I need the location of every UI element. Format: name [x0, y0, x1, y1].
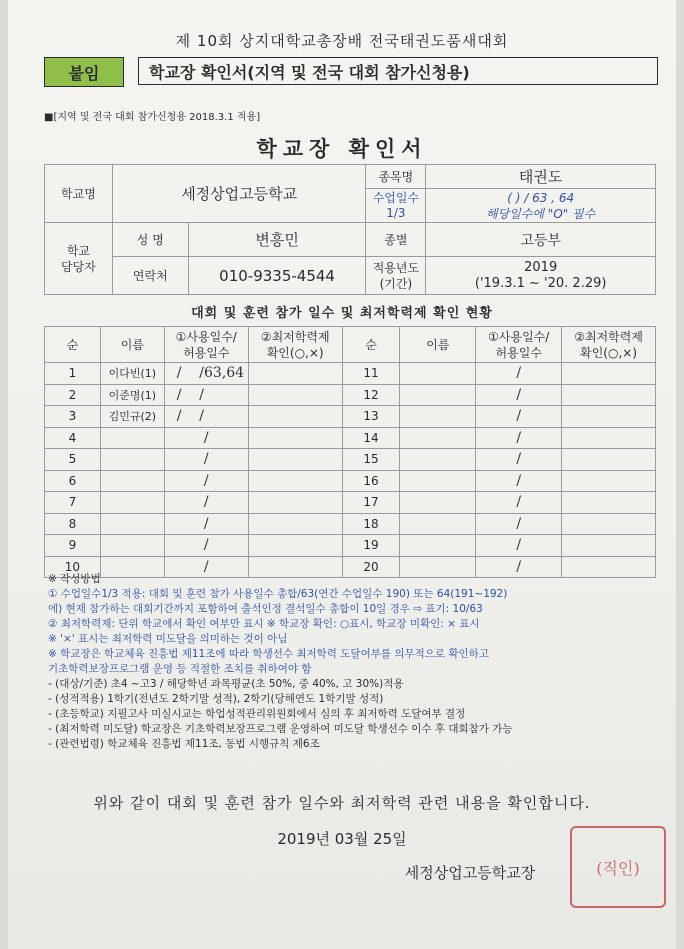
row-no: 3	[45, 406, 101, 428]
year-label: 적용년도 (기간)	[366, 257, 426, 295]
row-days: /	[476, 556, 562, 578]
row-days: /	[476, 449, 562, 471]
row-edu	[562, 427, 656, 449]
row-days: / /63,64	[164, 363, 248, 385]
row-name	[100, 427, 164, 449]
row-no: 8	[45, 513, 101, 535]
row-no: 17	[342, 492, 400, 514]
row-no: 12	[342, 384, 400, 406]
table-row	[45, 406, 656, 428]
section-title: 대회 및 훈련 참가 일수 및 최저학력제 확인 현황	[191, 306, 493, 321]
principal-name: 세정상업고등학교장	[404, 864, 536, 882]
table-row	[45, 513, 656, 535]
header-no-left: 순	[45, 327, 101, 363]
row-name: 김민규(2)	[100, 406, 164, 428]
instruction-line: ※ 작성방법	[48, 573, 101, 585]
row-no: 15	[342, 449, 400, 471]
manager-label: 학교 담당자	[45, 223, 113, 295]
row-days: /	[164, 513, 248, 535]
main-title: 학교장 확인서	[256, 137, 428, 161]
document-note: ■[지역 및 전국 대회 참가신청용 2018.3.1 적용]	[44, 112, 261, 123]
participation-table	[44, 326, 656, 578]
header-days-right: ①사용일수/ 허용일수	[476, 327, 562, 363]
header-days-left: ①사용일수/ 허용일수	[164, 327, 248, 363]
header-name-left: 이름	[100, 327, 164, 363]
row-edu	[562, 513, 656, 535]
instruction-line: - (대상/기준) 초4 ~고3 / 해당학년 과목평균(초 50%, 중 40%, 고 30%)적용	[48, 678, 404, 690]
row-name	[400, 384, 476, 406]
info-table	[44, 164, 656, 295]
row-name	[100, 492, 164, 514]
row-days: /	[164, 427, 248, 449]
table-row	[45, 449, 656, 471]
name-label: 성 명	[112, 223, 188, 257]
instruction-line: - (성적적용) 1학기(전년도 2학기말 성적), 2학기(당해연도 1학기말 성적)	[48, 693, 384, 705]
year-value: 2019 ('19.3.1 ~ '20. 2.29)	[426, 257, 656, 295]
row-days: /	[476, 363, 562, 385]
header-name-right: 이름	[400, 327, 476, 363]
table-row	[45, 535, 656, 557]
table-row	[45, 492, 656, 514]
header-edu-left: ②최저학력제 확인(○,×)	[248, 327, 342, 363]
row-no: 18	[342, 513, 400, 535]
table-row	[45, 363, 656, 385]
row-days: /	[476, 406, 562, 428]
row-edu	[248, 470, 342, 492]
instruction-line: 에) 현재 참가하는 대회기간까지 포함하여 출석인정 결석일수 총합이 10일 경우 ⇨ 표기: 10/63	[48, 603, 483, 615]
row-no: 11	[342, 363, 400, 385]
table-row	[45, 470, 656, 492]
row-no: 6	[45, 470, 101, 492]
row-edu	[248, 384, 342, 406]
contact-value: 010-9335-4544	[188, 257, 366, 295]
division-value: 고등부	[426, 223, 656, 257]
row-days: /	[476, 470, 562, 492]
row-edu	[248, 492, 342, 514]
row-no: 1	[45, 363, 101, 385]
instruction-line: ② 최저학력제: 단위 학교에서 확인 여부만 표시 ※ 학교장 확인: ○표시, 학교장 미확인: × 표시	[48, 618, 480, 630]
row-edu	[248, 449, 342, 471]
division-label: 종별	[366, 223, 426, 257]
row-days: /	[476, 535, 562, 557]
row-days: /	[164, 535, 248, 557]
row-edu	[562, 363, 656, 385]
row-days: /	[164, 492, 248, 514]
row-days: /	[164, 470, 248, 492]
school-value: 세정상업고등학교	[112, 165, 366, 223]
row-days: / /	[164, 406, 248, 428]
row-name	[400, 492, 476, 514]
confirmation-text: 위와 같이 대회 및 훈련 참가 일수와 최저학력 관련 내용을 확인합니다.	[93, 794, 591, 812]
table-row	[45, 427, 656, 449]
instruction-line: ※ 학교장은 학교체육 진흥법 제11조에 따라 학생선수 최저학력 도달여부를 의무적으로 확인하고	[48, 648, 489, 660]
row-no: 7	[45, 492, 101, 514]
school-days-value: ( ) / 63 , 64 해당일수에 "O" 필수	[426, 189, 656, 223]
row-edu	[562, 470, 656, 492]
row-no: 16	[342, 470, 400, 492]
row-edu	[562, 535, 656, 557]
row-name	[400, 406, 476, 428]
row-name	[400, 535, 476, 557]
instruction-line: - (초등학교) 지필고사 미실시교는 학업성적관리위원회에서 심의 후 최저학력 도달여부 결정	[48, 708, 466, 720]
row-name	[400, 449, 476, 471]
row-edu	[562, 492, 656, 514]
row-no: 10	[45, 556, 101, 578]
row-days: /	[476, 492, 562, 514]
instruction-line: 기초학력보장프로그램 운영 등 적절한 조치를 취하여야 함	[48, 663, 312, 675]
instruction-line: - (최저학력 미도달) 학교장은 기초학력보장프로그램 운영하여 미도달 학생선수 이수 후 대회참가 가능	[48, 723, 513, 735]
document-page	[8, 0, 676, 949]
row-edu	[248, 406, 342, 428]
row-name: 이준명(1)	[100, 384, 164, 406]
row-name	[100, 470, 164, 492]
document-title-box: 학교장 확인서(지역 및 전국 대회 참가신청용)	[138, 57, 658, 85]
row-no: 19	[342, 535, 400, 557]
name-value: 변흥민	[188, 223, 366, 257]
signature-date: 2019년 03월 25일	[277, 830, 407, 848]
school-days-label: 수업일수 1/3	[366, 189, 426, 223]
instruction-line: - (관련법령) 학교체육 진흥법 제11조, 동법 시행규칙 제6조	[48, 738, 320, 750]
row-name	[400, 513, 476, 535]
contact-label: 연락처	[112, 257, 188, 295]
row-no: 20	[342, 556, 400, 578]
instructions	[48, 572, 660, 752]
row-days: /	[476, 513, 562, 535]
row-no: 14	[342, 427, 400, 449]
row-name	[400, 363, 476, 385]
header-edu-right: ②최저학력제 확인(○,×)	[562, 327, 656, 363]
row-edu	[562, 449, 656, 471]
instruction-line: ※ '×' 표시는 최저학력 미도달을 의미하는 것이 아님	[48, 633, 288, 645]
row-edu	[248, 427, 342, 449]
event-label: 종목명	[366, 165, 426, 189]
row-edu	[248, 363, 342, 385]
row-no: 9	[45, 535, 101, 557]
row-name	[100, 513, 164, 535]
event-title: 제 10회 상지대학교총장배 전국태권도품새대회	[175, 32, 509, 50]
school-label: 학교명	[45, 165, 113, 223]
row-name	[400, 427, 476, 449]
attachment-badge: 붙임	[44, 57, 124, 87]
table-row	[45, 384, 656, 406]
row-edu	[248, 513, 342, 535]
event-value: 태권도	[426, 165, 656, 189]
row-days: /	[476, 384, 562, 406]
row-edu	[562, 384, 656, 406]
header-no-right: 순	[342, 327, 400, 363]
row-no: 4	[45, 427, 101, 449]
row-edu	[562, 406, 656, 428]
instruction-line: ① 수업일수1/3 적용: 대회 및 훈련 참가 사용일수 총합/63(연간 수업일수 190) 또는 64(191~192)	[48, 588, 508, 600]
row-name	[100, 449, 164, 471]
row-days: /	[164, 556, 248, 578]
row-days: /	[164, 449, 248, 471]
row-no: 5	[45, 449, 101, 471]
row-no: 2	[45, 384, 101, 406]
row-name	[100, 535, 164, 557]
row-edu	[248, 535, 342, 557]
row-days: / /	[164, 384, 248, 406]
row-no: 13	[342, 406, 400, 428]
official-seal: (직인)	[570, 826, 666, 908]
row-days: /	[476, 427, 562, 449]
row-name: 이다빈(1)	[100, 363, 164, 385]
row-name	[400, 470, 476, 492]
